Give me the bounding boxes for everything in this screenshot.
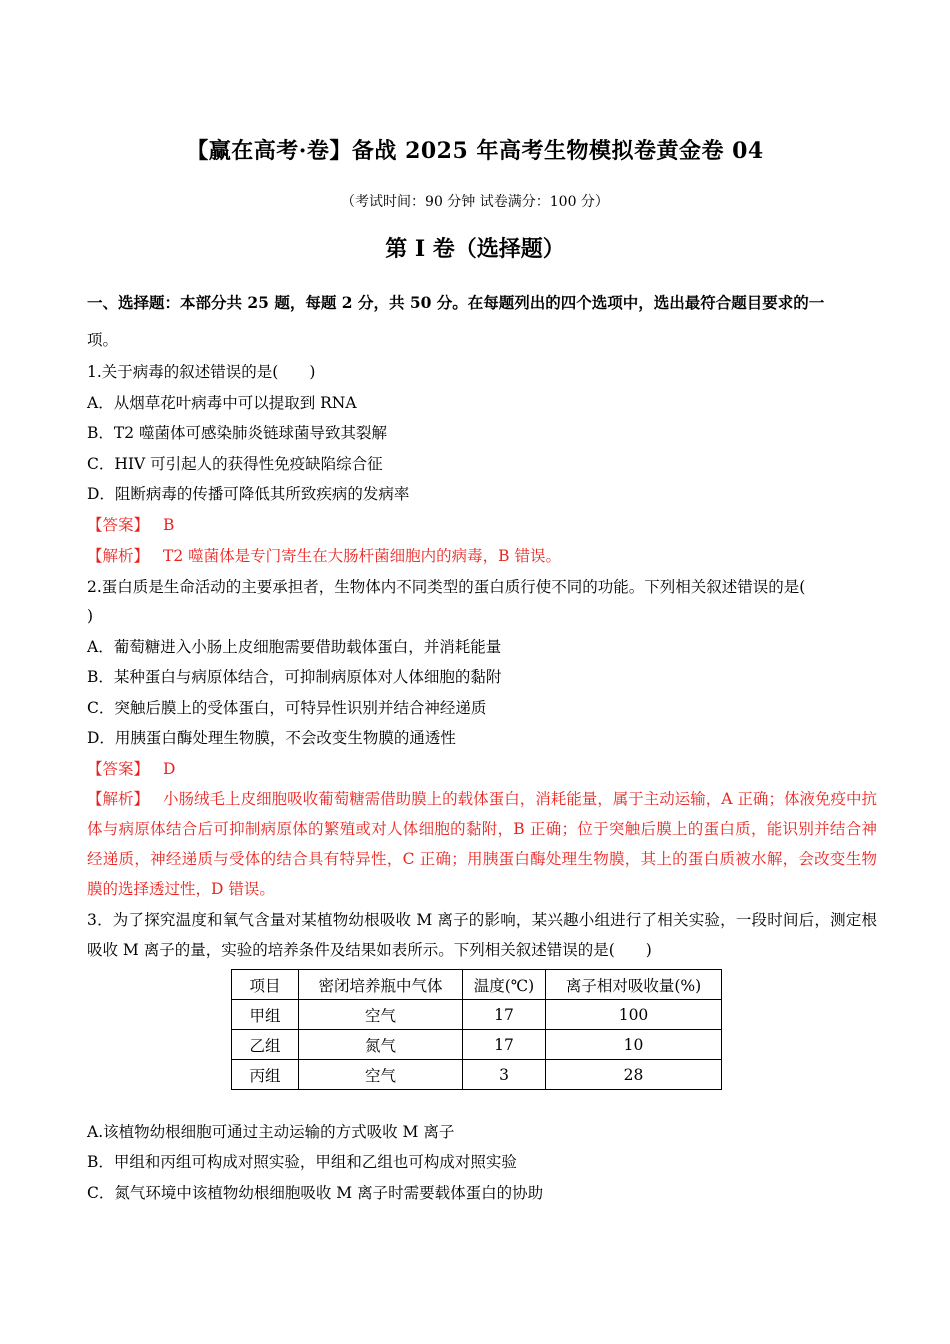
q2-answer — [87, 758, 867, 780]
instruction-line-2: 项。 — [87, 331, 119, 349]
table-cell: 丙组 — [232, 1060, 299, 1090]
q2-analysis — [87, 784, 877, 904]
exam-subtitle: （考试时间：90 分钟 试卷满分：100 分） — [341, 194, 609, 210]
table-cell: 氮气 — [299, 1030, 463, 1060]
q2-option-b: B．某种蛋白与病原体结合，可抑制病原体对人体细胞的黏附 — [87, 668, 502, 686]
q1-stem: 1.关于病毒的叙述错误的是( ) — [87, 363, 316, 381]
answer-tag: 【答案】 — [87, 760, 150, 778]
experiment-table — [231, 969, 722, 1090]
table-cell: 17 — [463, 1030, 546, 1060]
q2-stem-line-1: 2.蛋白质是生命活动的主要承担者，生物体内不同类型的蛋白质行使不同的功能。下列相关叙述错误的是( — [87, 578, 806, 596]
table-header-cell: 温度(℃) — [463, 970, 546, 1000]
analysis-text: T2 噬菌体是专门寄生在大肠杆菌细胞内的病毒，B 错误。 — [163, 547, 561, 565]
table-header-row — [232, 970, 722, 1000]
q1-answer — [87, 514, 867, 536]
q1-analysis — [87, 545, 867, 567]
instruction-line-1: 一、选择题：本部分共 25 题，每题 2 分，共 50 分。在每题列出的四个选项中，选出最符合题目要求的一 — [87, 293, 825, 312]
table-cell: 17 — [463, 1000, 546, 1030]
section-title: 第 I 卷（选择题） — [385, 236, 565, 262]
table-cell: 空气 — [299, 1000, 463, 1030]
q3-option-b: B．甲组和丙组可构成对照实验，甲组和乙组也可构成对照实验 — [87, 1153, 517, 1171]
q1-option-b: B．T2 噬菌体可感染肺炎链球菌导致其裂解 — [87, 424, 388, 442]
answer-tag: 【答案】 — [87, 516, 150, 534]
q2-option-a: A．葡萄糖进入小肠上皮细胞需要借助载体蛋白，并消耗能量 — [87, 638, 502, 656]
table-header-cell: 离子相对吸收量(%) — [546, 970, 722, 1000]
table-row — [232, 1030, 722, 1060]
analysis-tag: 【解析】 — [87, 547, 150, 565]
table-row — [232, 1000, 722, 1030]
q3-option-c: C．氮气环境中该植物幼根细胞吸收 M 离子时需要载体蛋白的协助 — [87, 1184, 544, 1202]
table-cell: 100 — [546, 1000, 722, 1030]
q2-option-c: C．突触后膜上的受体蛋白，可特异性识别并结合神经递质 — [87, 699, 487, 717]
q1-option-d: D．阻断病毒的传播可降低其所致疾病的发病率 — [87, 485, 410, 503]
q3-option-a: A.该植物幼根细胞可通过主动运输的方式吸收 M 离子 — [87, 1123, 455, 1141]
table-cell: 3 — [463, 1060, 546, 1090]
q1-option-a: A．从烟草花叶病毒中可以提取到 RNA — [87, 394, 357, 412]
table-cell: 甲组 — [232, 1000, 299, 1030]
analysis-tag: 【解析】 — [87, 790, 150, 808]
answer-value: D — [163, 760, 176, 778]
q1-option-c: C．HIV 可引起人的获得性免疫缺陷综合征 — [87, 455, 383, 473]
table-cell: 28 — [546, 1060, 722, 1090]
table-cell: 乙组 — [232, 1030, 299, 1060]
table-header-cell: 密闭培养瓶中气体 — [299, 970, 463, 1000]
q2-option-d: D．用胰蛋白酶处理生物膜，不会改变生物膜的通透性 — [87, 729, 456, 747]
table-cell: 10 — [546, 1030, 722, 1060]
q2-stem-line-2: ) — [87, 607, 94, 625]
analysis-text: 小肠绒毛上皮细胞吸收葡萄糖需借助膜上的载体蛋白，消耗能量，属于主动运输，A 正确；体液免疫中抗体与病原体结合后可抑制病原体的繁殖或对人体细胞的黏附，B 正确；位于突触后膜上的蛋白质，能识别并结合神经递质，神经递质与受体的结合具有特异性，C 正确；用胰蛋白酶处理生物膜，其上的蛋白质被水解，会改变生物膜的选择透过性，D 错误。 — [87, 790, 877, 898]
table-header-cell: 项目 — [232, 970, 299, 1000]
table-row — [232, 1060, 722, 1090]
answer-value: B — [163, 516, 175, 534]
exam-title: 【赢在高考·卷】备战 2025 年高考生物模拟卷黄金卷 04 — [186, 138, 764, 164]
table-cell: 空气 — [299, 1060, 463, 1090]
q3-stem: 3．为了探究温度和氧气含量对某植物幼根吸收 M 离子的影响，某兴趣小组进行了相关实验，一段时间后，测定根吸收 M 离子的量，实验的培养条件及结果如表所示。下列相关叙述错误的是( ) — [87, 911, 877, 959]
